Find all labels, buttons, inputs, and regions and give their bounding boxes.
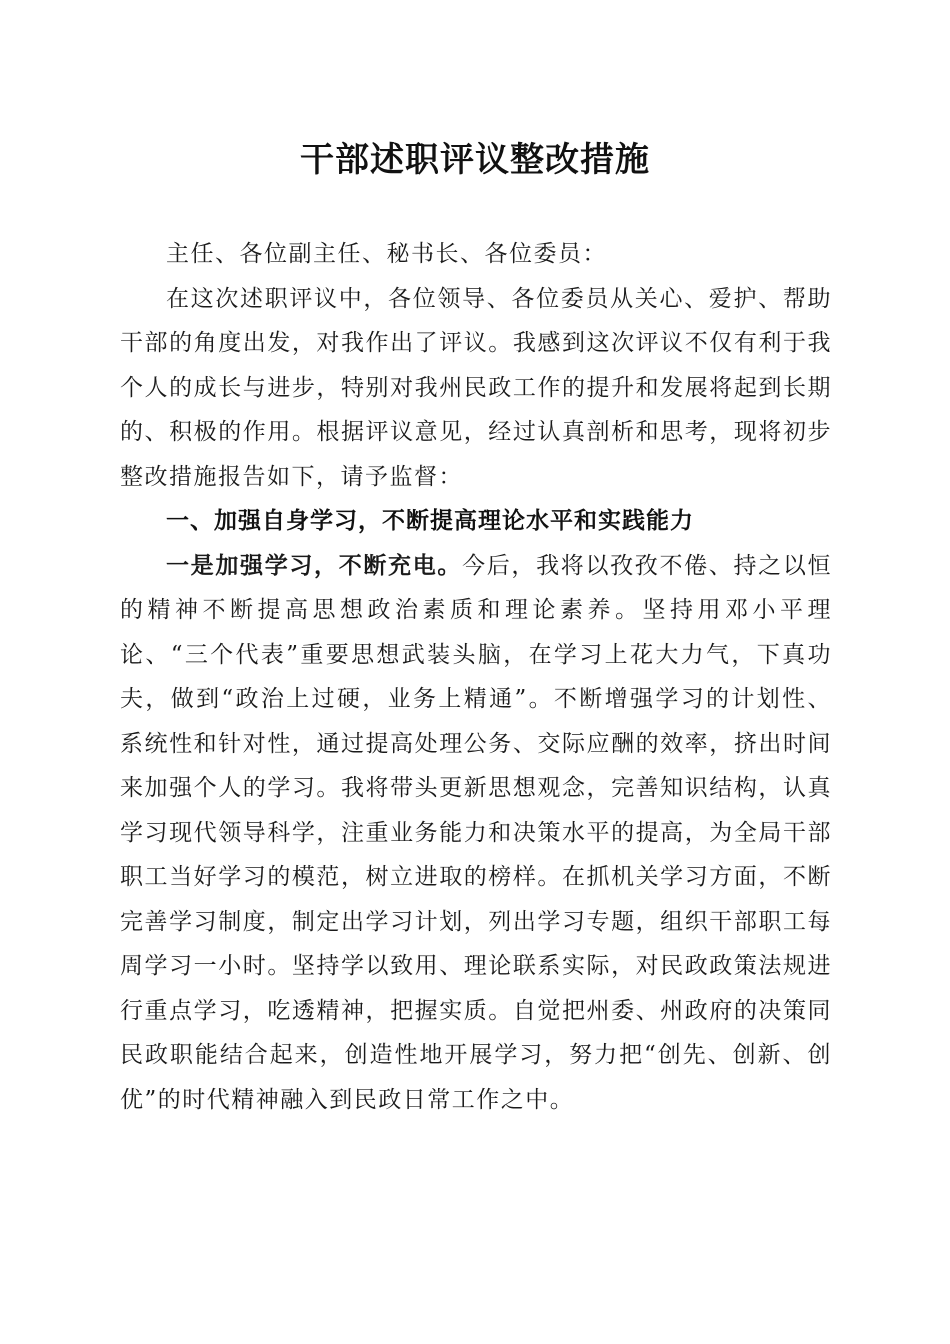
body-paragraph — [120, 544, 832, 1123]
document-body — [120, 232, 832, 1122]
salutation: 主任、各位副主任、秘书长、各位委员： — [166, 241, 607, 267]
intro-paragraph: 在这次述职评议中，各位领导、各位委员从关心、爱护、帮助干部的角度出发，对我作出了评议。我感到这次评议不仅有利于我个人的成长与进步，特别对我州民政工作的提升和发展将起到长期的、积极的作用。根据评议意见，经过认真剖析和思考，现将初步整改措施报告如下，请予监督： — [120, 285, 832, 490]
section-heading: 一、加强自身学习，不断提高理论水平和实践能力 — [166, 508, 694, 534]
paragraph-lead: 一是加强学习，不断充电。 — [166, 551, 463, 579]
document-title: 干部述职评议整改措施 — [300, 140, 650, 180]
paragraph-text: 今后，我将以孜孜不倦、持之以恒的精神不断提高思想政治素质和理论素养。坚持用邓小平理论、“三个代表”重要思想武装头脑，在学习上花大力气，下真功夫，做到“政治上过硬，业务上精通”。不断增强学习的计划性、系统性和针对性，通过提高处理公务、交际应酬的效率，挤出时间来加强个人的学习。我将带头更新思想观念，完善知识结构，认真学习现代领导科学，注重业务能力和决策水平的提高，为全局干部职工当好学习的模范，树立进取的榜样。在抓机关学习方面，不断完善学习制度，制定出学习计划，列出学习专题，组织干部职工每周学习一小时。坚持学以致用、理论联系实际，对民政政策法规进行重点学习，吃透精神，把握实质。自觉把州委、州政府的决策同民政职能结合起来，创造性地开展学习，努力把“创先、创新、创优”的时代精神融入到民政日常工作之中。 — [120, 552, 833, 1113]
